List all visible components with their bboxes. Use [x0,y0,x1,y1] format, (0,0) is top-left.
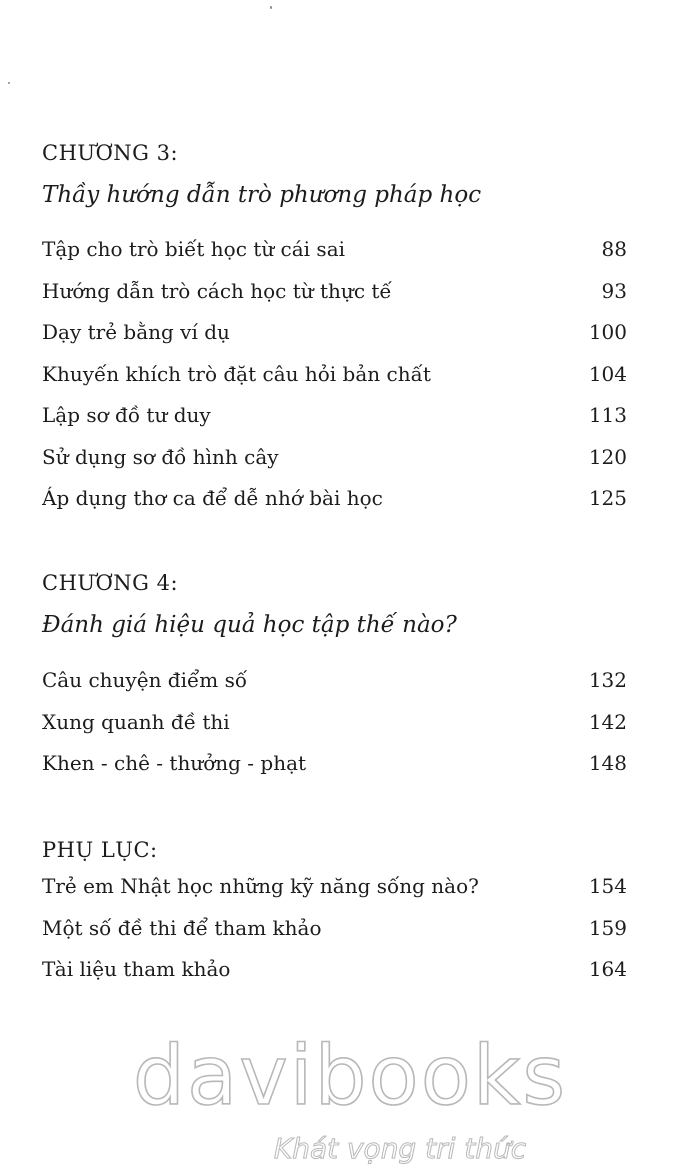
paper-speck [270,6,272,9]
toc-entry-page: 113 [588,403,627,427]
chapter-3-title: Thầy hướng dẫn trò phương pháp học [42,182,482,208]
chapter-4-toc [42,668,627,793]
chapter-4-title: Đánh giá hiệu quả học tập thế nào? [42,612,457,638]
chapter-4-label: CHƯƠNG 4: [42,571,179,595]
toc-entry-title: Khen - chê - thưởng - phạt [42,751,307,775]
toc-entry-title: Sử dụng sơ đồ hình cây [42,444,279,469]
toc-entry-title: Xung quanh đề thi [42,709,230,734]
toc-entry[interactable] [42,445,627,487]
toc-entry[interactable] [42,320,627,362]
toc-entry[interactable] [42,486,627,528]
toc-entry[interactable] [42,957,627,999]
toc-entry-page: 120 [588,444,627,469]
toc-entry-page: 148 [588,751,627,775]
toc-entry[interactable] [42,874,627,916]
toc-entry-page: 159 [588,915,627,940]
toc-entry-page: 142 [588,709,627,734]
appendix-toc [42,874,627,999]
toc-entry-title: Trẻ em Nhật học những kỹ năng sống nào? [42,874,479,898]
chapter-3-toc [42,237,627,528]
toc-entry-page: 125 [588,486,627,510]
toc-entry-page: 154 [588,874,627,898]
toc-entry-title: Lập sơ đồ tư duy [42,403,211,427]
appendix-label: PHỤ LỤC: [42,838,158,862]
toc-entry-page: 104 [588,361,627,386]
toc-entry-title: Khuyến khích trò đặt câu hỏi bản chất [42,361,431,386]
toc-entry-page: 93 [601,278,627,303]
chapter-3-label: CHƯƠNG 3: [42,141,179,165]
watermark-logo: davibooks [132,1029,568,1124]
toc-entry[interactable] [42,668,627,710]
toc-entry-title: Tài liệu tham khảo [42,957,231,981]
paper-speck [8,82,10,84]
toc-entry-title: Áp dụng thơ ca để dễ nhớ bài học [42,486,383,510]
toc-entry-title: Câu chuyện điểm số [42,668,248,692]
toc-entry[interactable] [42,710,627,752]
toc-entry-page: 100 [588,320,627,344]
toc-entry[interactable] [42,916,627,958]
toc-entry[interactable] [42,237,627,279]
toc-entry-title: Một số đề thi để tham khảo [42,915,322,940]
toc-entry[interactable] [42,279,627,321]
toc-entry[interactable] [42,403,627,445]
toc-entry-page: 88 [601,237,627,261]
toc-entry[interactable] [42,751,627,793]
watermark-slogan: Khát vọng tri thức [273,1132,527,1165]
toc-entry[interactable] [42,362,627,404]
toc-entry-page: 164 [588,957,627,981]
toc-entry-title: Hướng dẫn trò cách học từ thực tế [42,278,392,303]
toc-entry-title: Dạy trẻ bằng ví dụ [42,320,230,344]
toc-entry-title: Tập cho trò biết học từ cái sai [42,237,346,261]
toc-entry-page: 132 [588,668,627,692]
